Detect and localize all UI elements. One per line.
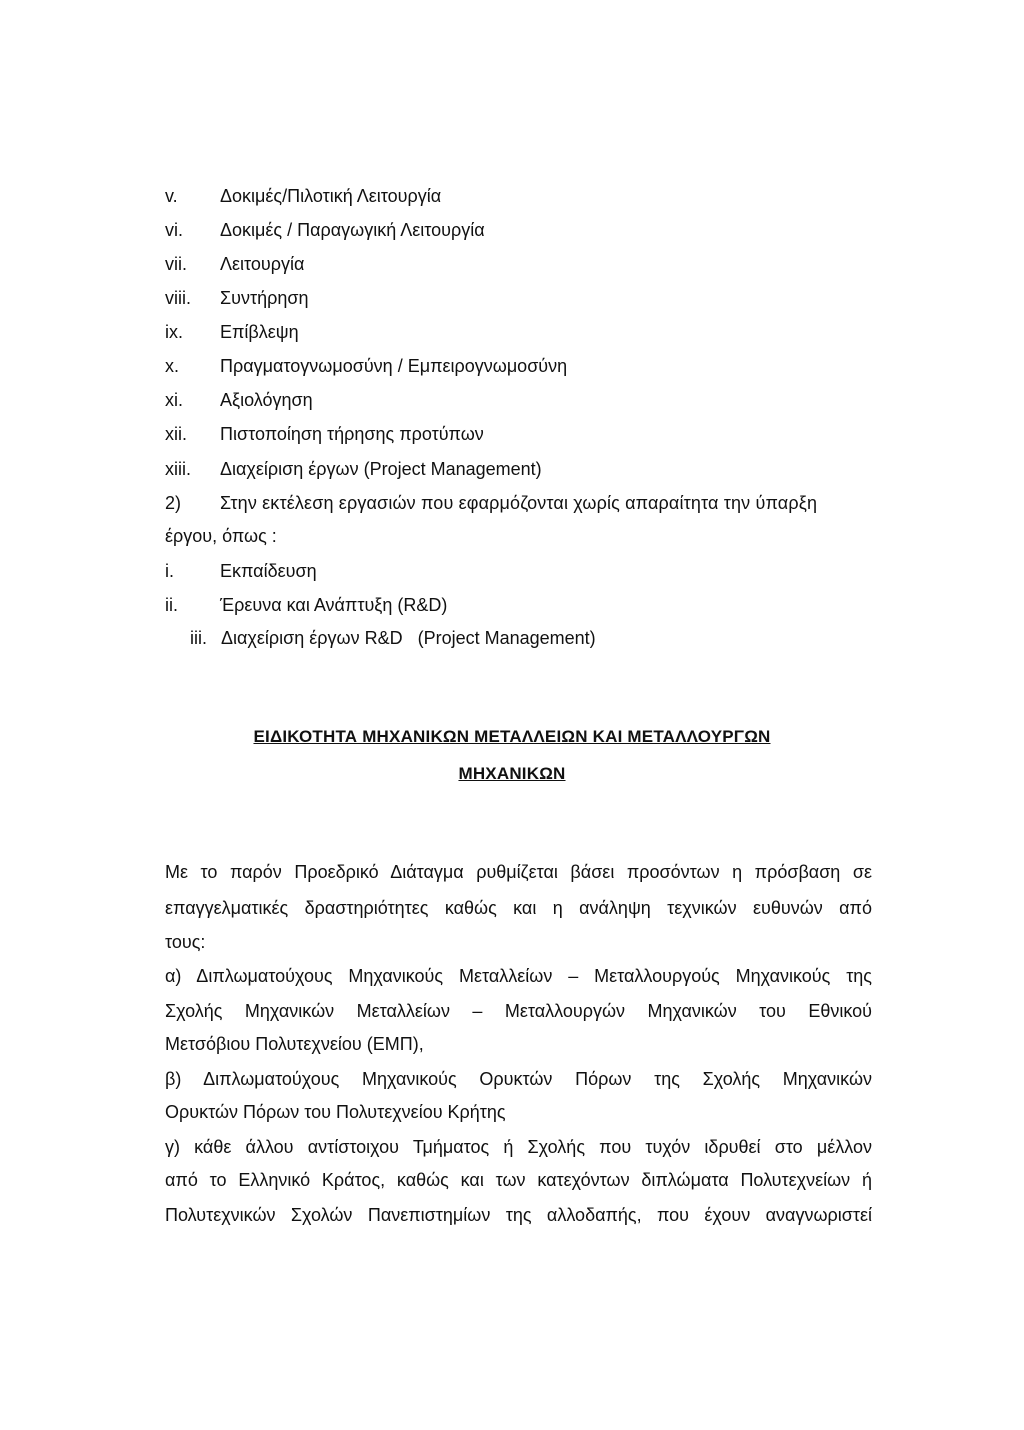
section-heading-line1: ΕΙΔΙΚΟΤΗΤΑ ΜΗΧΑΝΙΚΩΝ ΜΕΤΑΛΛΕΙΩΝ ΚΑΙ ΜΕΤΑΛΛΟΥΡΓΩΝ [253, 727, 771, 746]
point-2-continuation: έργου, όπως : [165, 526, 277, 546]
list-number: v. [165, 186, 178, 206]
list-text: Λειτουργία [220, 254, 305, 274]
body-line: Πολυτεχνικών Σχολών Πανεπιστημίων της αλλοδαπής, που έχουν αναγνωριστεί [165, 1205, 872, 1225]
body-line: Σχολής Μηχανικών Μεταλλείων – Μεταλλουργών Μηχανικών του Εθνικού [165, 1001, 872, 1021]
list-text: Διαχείριση έργων R&D (Project Management) [221, 628, 596, 648]
list-number: viii. [165, 288, 191, 308]
list-number: x. [165, 356, 180, 376]
list-number: xii. [165, 424, 187, 444]
list-text: Αξιολόγηση [220, 390, 313, 410]
list-number: xiii. [165, 459, 191, 479]
list-text: Δοκιμές / Παραγωγική Λειτουργία [220, 220, 485, 240]
body-line: τους: [165, 932, 206, 952]
list-number: ix. [165, 322, 183, 342]
list-text: Πιστοποίηση τήρησης προτύπων [220, 424, 484, 444]
section-heading-line2: ΜΗΧΑΝΙΚΩΝ [458, 764, 566, 783]
body-line: επαγγελματικές δραστηριότητες καθώς και η ανάληψη τεχνικών ευθυνών από [165, 898, 872, 918]
body-line: Με το παρόν Προεδρικό Διάταγμα ρυθμίζεται βάσει προσόντων η πρόσβαση σε [165, 862, 872, 882]
body-line: Ορυκτών Πόρων του Πολυτεχνείου Κρήτης [165, 1102, 506, 1122]
list-text: Έρευνα και Ανάπτυξη (R&D) [220, 595, 448, 615]
list-text: Συντήρηση [220, 288, 309, 308]
list-text: Πραγματογνωμοσύνη / Εμπειρογνωμοσύνη [220, 356, 568, 376]
body-line: Μετσόβιου Πολυτεχνείου (ΕΜΠ), [165, 1034, 424, 1054]
body-line: από το Ελληνικό Κράτος, καθώς και των κατεχόντων διπλώματα Πολυτεχνείων ή [165, 1170, 872, 1190]
list-text: Διαχείριση έργων (Project Management) [220, 459, 542, 479]
list-number: ii. [165, 595, 178, 615]
list-number: i. [165, 561, 174, 581]
body-line: β) Διπλωματούχους Μηχανικούς Ορυκτών Πόρων της Σχολής Μηχανικών [165, 1069, 872, 1089]
list-text: Εκπαίδευση [220, 561, 317, 581]
list-text: Δοκιμές/Πιλοτική Λειτουργία [220, 186, 442, 206]
point-number: 2) [165, 493, 182, 513]
list-number: iii. [190, 628, 207, 648]
point-text: Στην εκτέλεση εργασιών που εφαρμόζονται χωρίς απαραίτητα την ύπαρξη [220, 493, 818, 513]
body-line: γ) κάθε άλλου αντίστοιχου Τμήματος ή Σχολής που τυχόν ιδρυθεί στο μέλλον [165, 1137, 872, 1157]
list-text: Επίβλεψη [220, 322, 299, 342]
list-number: vii. [165, 254, 187, 274]
body-line: α) Διπλωματούχους Μηχανικούς Μεταλλείων – Μεταλλουργούς Μηχανικούς της [165, 966, 872, 986]
list-number: xi. [165, 390, 183, 410]
list-number: vi. [165, 220, 183, 240]
